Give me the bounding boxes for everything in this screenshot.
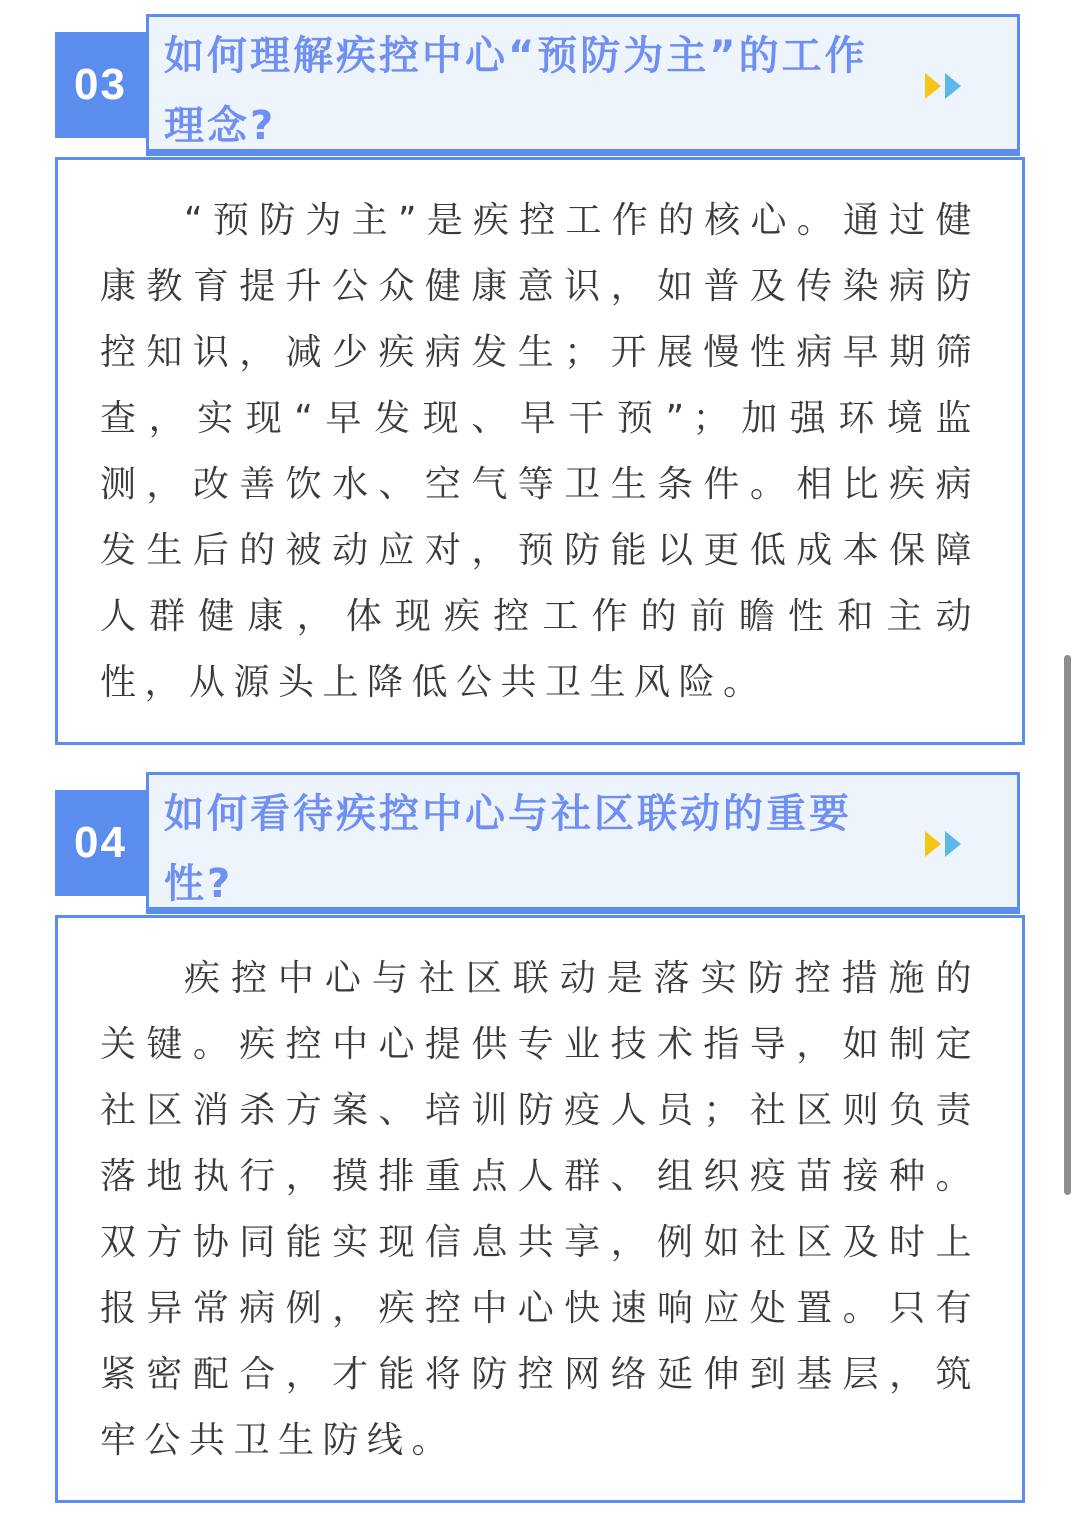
qa-section-03 — [55, 14, 1025, 745]
section-title: 如何理解疾控中心“预防为主”的工作理念? — [164, 33, 868, 149]
answer-text: “预防为主”是疾控工作的核心。通过健康教育提升公众健康意识，如普及传染病防控知识，减少疾病发生；开展慢性病早期筛查，实现“早发现、早干预”；加强环境监测，改善饮水、空气等卫生条件。相比疾病发生后的被动应对，预防能以更低成本保障人群健康，体现疾控工作的前瞻性和主动性，从源头上降低公共卫生风险。 — [100, 200, 980, 703]
title-box — [146, 14, 1020, 152]
answer-box — [55, 915, 1025, 1503]
answer-box — [55, 157, 1025, 745]
section-header — [55, 14, 1025, 157]
section-header — [55, 772, 1025, 915]
section-number-badge: 04 — [55, 790, 146, 896]
section-title: 如何看待疾控中心与社区联动的重要性? — [164, 791, 852, 907]
vertical-scrollbar[interactable] — [1064, 655, 1071, 1195]
answer-text: 疾控中心与社区联动是落实防控措施的关键。疾控中心提供专业技术指导，如制定社区消杀方案、培训防疫人员；社区则负责落地执行，摸排重点人群、组织疫苗接种。双方协同能实现信息共享，例如社区及时上报异常病例，疾控中心快速响应处置。只有紧密配合，才能将防控网络延伸到基层，筑牢公共卫生防线。 — [100, 958, 980, 1461]
qa-section-04 — [55, 772, 1025, 1503]
title-box — [146, 772, 1020, 910]
double-play-arrow-icon — [923, 829, 967, 859]
section-number-badge: 03 — [55, 32, 146, 138]
double-play-arrow-icon — [923, 71, 967, 101]
